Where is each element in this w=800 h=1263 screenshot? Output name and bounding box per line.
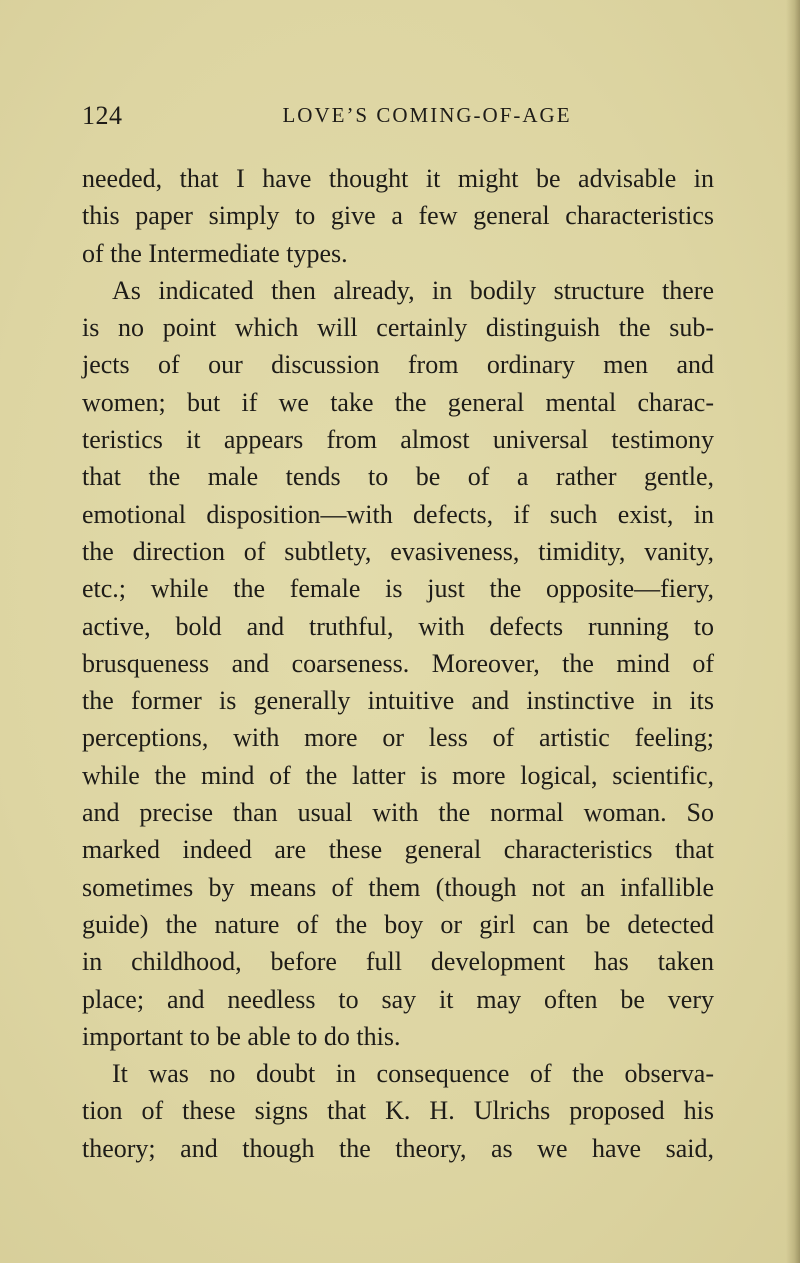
page-edge-shadow <box>786 0 800 1263</box>
text-line: teristics it appears from almost universal testimony <box>82 425 714 455</box>
text-line: place; and needless to say it may often be very <box>82 984 714 1014</box>
text-line: in childhood, before full development has taken <box>82 947 714 977</box>
text-line: that the male tends to be of a rather gentle, <box>82 462 714 492</box>
text-line: the direction of subtlety, evasiveness, timidity, vanity, <box>82 536 714 566</box>
page-number: 124 <box>82 101 123 130</box>
text-line: marked indeed are these general characteristics that <box>82 835 714 865</box>
text-line: guide) the nature of the boy or girl can be detected <box>82 909 714 939</box>
text-line: this paper simply to give a few general characteristics <box>82 201 714 231</box>
text-line: brusqueness and coarseness. Moreover, the mind of <box>82 648 714 678</box>
text-line: It was no doubt in consequence of the observa- <box>112 1059 714 1089</box>
text-line: jects of our discussion from ordinary men and <box>82 350 714 380</box>
text-line: emotional disposition—with defects, if such exist, in <box>82 499 714 529</box>
text-line: theory; and though the theory, as we have said, <box>82 1133 714 1163</box>
text-line: tion of these signs that K. H. Ulrichs proposed his <box>82 1096 714 1126</box>
running-head: LOVE’S COMING-OF-AGE <box>282 103 572 127</box>
text-line: active, bold and truthful, with defects running to <box>82 611 714 641</box>
text-line: As indicated then already, in bodily structure there <box>112 275 714 305</box>
text-line: and precise than usual with the normal woman. So <box>82 798 714 828</box>
text-line: the former is generally intuitive and instinctive in its <box>82 686 714 716</box>
text-line: perceptions, with more or less of artistic feeling; <box>82 723 714 753</box>
text-line: sometimes by means of them (though not an infallible <box>82 872 714 902</box>
page-header <box>82 101 712 137</box>
text-line: of the Intermediate types. <box>82 238 348 268</box>
text-line: is no point which will certainly distinguish the sub- <box>82 313 714 343</box>
text-line: while the mind of the latter is more logical, scientific, <box>82 760 714 790</box>
text-line: needed, that I have thought it might be advisable in <box>82 164 714 193</box>
body-text <box>82 160 714 1167</box>
text-line: etc.; while the female is just the opposite—fiery, <box>82 574 714 604</box>
text-line: women; but if we take the general mental charac- <box>82 387 714 417</box>
text-line: important to be able to do this. <box>82 1021 401 1051</box>
